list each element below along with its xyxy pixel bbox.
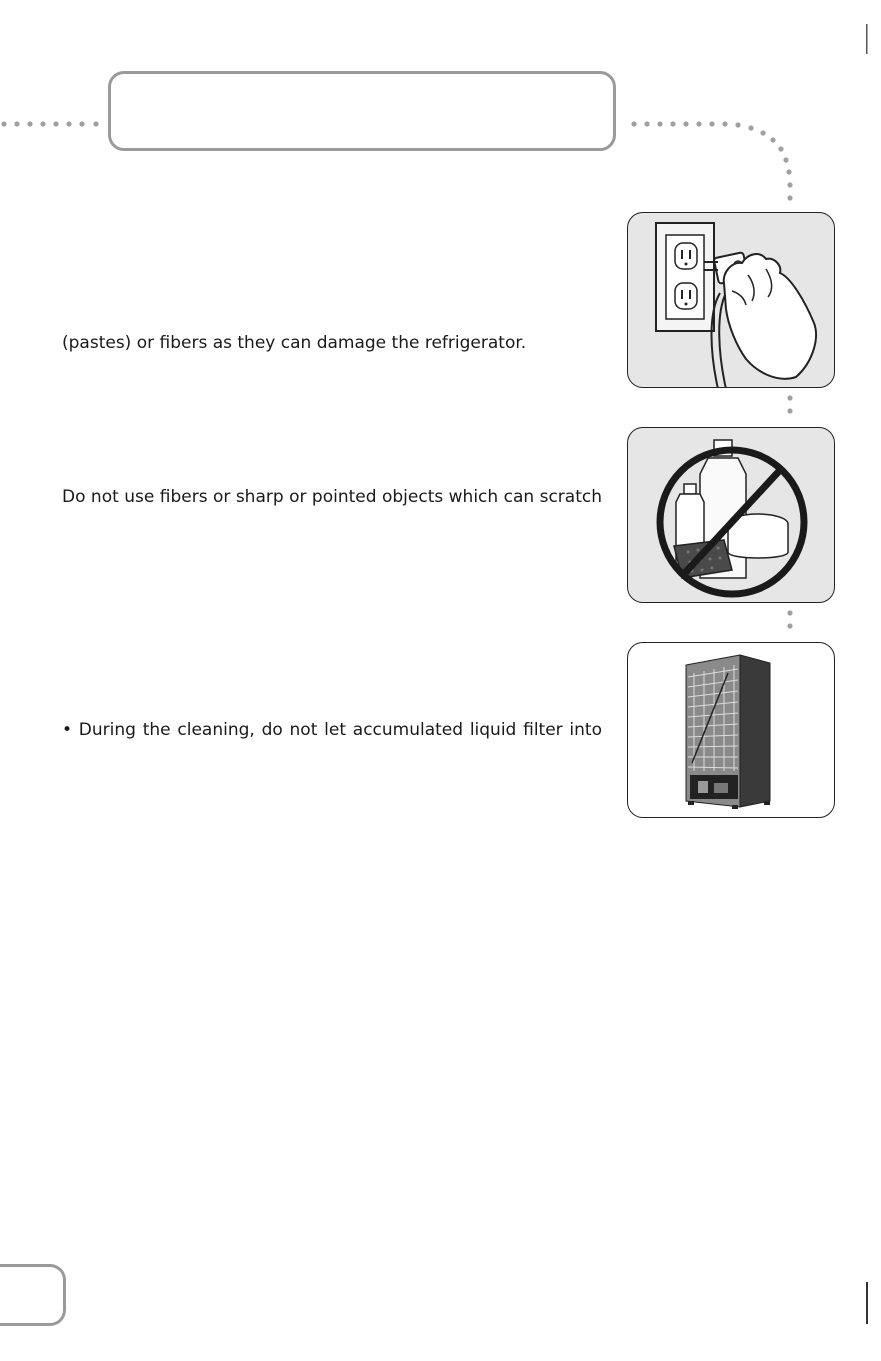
refrigerator-rear-icon (628, 643, 835, 818)
page-number-tab (0, 1264, 66, 1326)
refrigerator-rear-illustration (627, 642, 835, 818)
paragraph-liquid-line: • During the cleaning, do not let accumulated liquid filter into (62, 720, 602, 740)
paragraph-sharp-objects-line: Do not use fibers or sharp or pointed objects which can scratch (62, 487, 602, 507)
section-title-box (108, 71, 616, 151)
no-abrasive-cleaners-icon (628, 428, 835, 603)
unplug-outlet-icon (628, 213, 835, 388)
paragraph-abrasives-line: (pastes) or fibers as they can damage the refrigerator. (62, 333, 527, 353)
crop-mark (866, 1282, 868, 1324)
unplug-outlet-illustration (627, 212, 835, 388)
no-abrasive-cleaners-illustration (627, 427, 835, 603)
